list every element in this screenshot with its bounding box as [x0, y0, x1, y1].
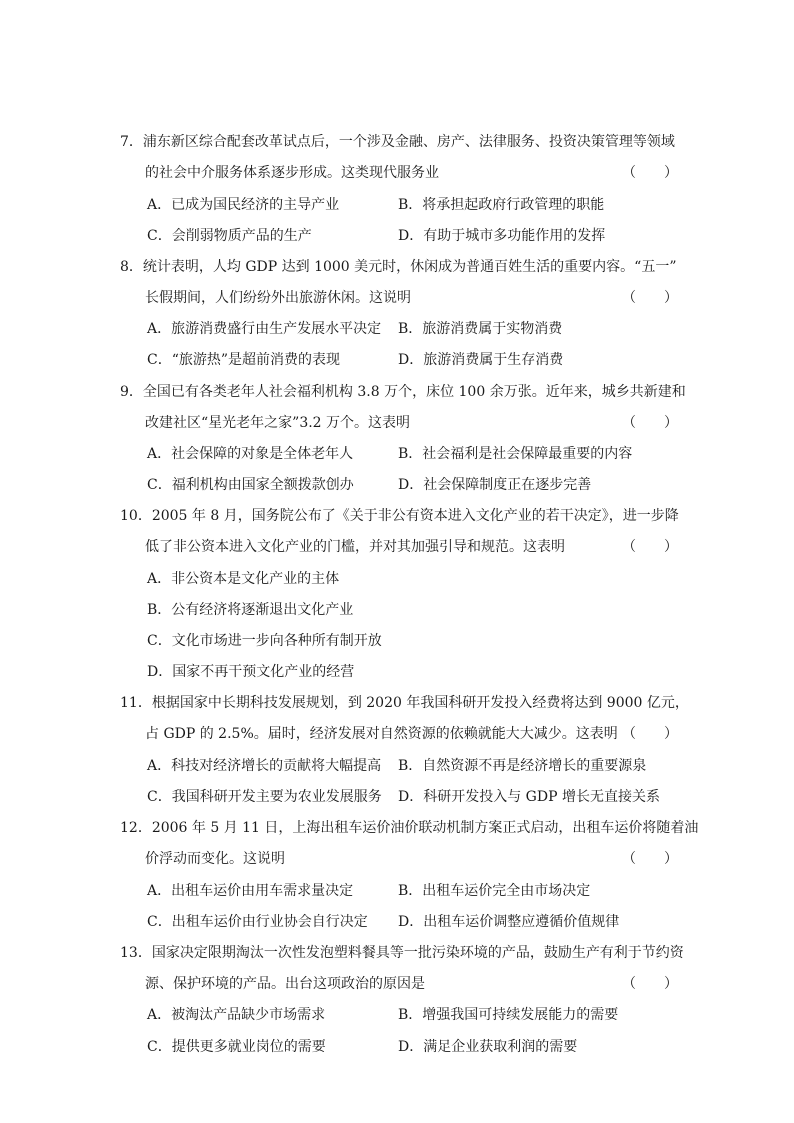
question-7-option-c: C．会削弱物质产品的生产: [147, 228, 312, 244]
question-13-option-d: D．满足企业获取利润的需要: [398, 1039, 578, 1055]
question-12-stem-line-1: 12．2006 年 5 月 11 日，上海出租车运价油价联动机制方案正式启动，出租车运价将随着油: [120, 820, 699, 836]
question-12-option-b: B．出租车运价完全由市场决定: [398, 883, 591, 899]
answer-blank: （ ）: [622, 539, 678, 555]
question-12-option-c: C．出租车运价由行业协会自行决定: [147, 914, 368, 930]
question-9-option-d: D．社会保障制度正在逐步完善: [398, 477, 592, 493]
question-11-option-c: C．我国科研开发主要为农业发展服务: [147, 789, 382, 805]
answer-blank: （ ）: [622, 415, 678, 431]
question-10-option-d: D．国家不再干预文化产业的经营: [147, 664, 355, 680]
question-11-option-a: A．科技对经济增长的贡献将大幅提高: [147, 758, 382, 774]
question-7-option-a: A．已成为国民经济的主导产业: [147, 197, 340, 213]
question-8-stem-line-2: 长假期间，人们纷纷外出旅游休闲。这说明: [145, 290, 411, 306]
question-13-stem-line-1: 13．国家决定限期淘汰一次性发泡塑料餐具等一批污染环境的产品，鼓励生产有利于节约资: [120, 945, 684, 961]
question-9-stem-line-2: 改建社区“星光老年之家”3.2 万个。这表明: [145, 415, 411, 431]
question-11-option-d: D．科研开发投入与 GDP 增长无直接关系: [398, 789, 660, 805]
question-13-option-c: C．提供更多就业岗位的需要: [147, 1039, 326, 1055]
question-8-option-c: C．“旅游热”是超前消费的表现: [147, 352, 341, 368]
question-10-stem-line-2: 低了非公资本进入文化产业的门槛，并对其加强引导和规范。这表明: [145, 539, 565, 555]
question-9-stem-line-1: 9．全国已有各类老年人社会福利机构 3.8 万个，床位 100 余万张。近年来，城乡共新建和: [120, 384, 686, 400]
answer-blank: （ ）: [622, 851, 678, 867]
question-8-option-d: D．旅游消费属于生存消费: [398, 352, 564, 368]
question-10-option-a: A．非公资本是文化产业的主体: [147, 571, 340, 587]
question-9-option-a: A．社会保障的对象是全体老年人: [147, 446, 354, 462]
question-10-option-c: C．文化市场进一步向各种所有制开放: [147, 633, 382, 649]
question-13-stem-line-2: 源、保护环境的产品。出台这项政治的原因是: [145, 976, 425, 992]
question-10-option-b: B．公有经济将逐渐退出文化产业: [147, 602, 354, 618]
question-7-stem-line-1: 7．浦东新区综合配套改革试点后，一个涉及金融、房产、法律服务、投资决策管理等领域: [120, 134, 675, 150]
question-11-stem-line-2: 占 GDP 的 2.5%。届时，经济发展对自然资源的依赖就能大大减少。这表明: [145, 726, 618, 742]
question-9-option-c: C．福利机构由国家全额拨款创办: [147, 477, 354, 493]
question-7-stem-line-2: 的社会中介服务体系逐步形成。这类现代服务业: [145, 165, 439, 181]
question-11-stem-line-1: 11．根据国家中长期科技发展规划，到 2020 年我国科研开发投入经费将达到 9000 亿元，: [120, 695, 689, 711]
question-12-option-a: A．出租车运价由用车需求量决定: [147, 883, 354, 899]
question-7-option-d: D．有助于城市多功能作用的发挥: [398, 228, 606, 244]
question-10-stem-line-1: 10．2005 年 8 月，国务院公布了《关于非公有资本进入文化产业的若干决定》，进一步降: [120, 508, 679, 524]
answer-blank: （ ）: [622, 165, 678, 181]
question-8-stem-line-1: 8．统计表明，人均 GDP 达到 1000 美元时，休闲成为普通百姓生活的重要内容。“五一”: [120, 259, 677, 275]
answer-blank: （ ）: [622, 726, 678, 742]
answer-blank: （ ）: [622, 976, 678, 992]
question-13-option-a: A．被淘汰产品缺少市场需求: [147, 1007, 326, 1023]
question-7-option-b: B．将承担起政府行政管理的职能: [398, 197, 605, 213]
answer-blank: （ ）: [622, 290, 678, 306]
question-11-option-b: B．自然资源不再是经济增长的重要源泉: [398, 758, 647, 774]
question-8-option-b: B．旅游消费属于实物消费: [398, 321, 563, 337]
question-12-option-d: D．出租车运价调整应遵循价值规律: [398, 914, 620, 930]
question-12-stem-line-2: 价浮动而变化。这说明: [145, 851, 285, 867]
question-9-option-b: B．社会福利是社会保障最重要的内容: [398, 446, 633, 462]
question-8-option-a: A．旅游消费盛行由生产发展水平决定: [147, 321, 382, 337]
question-13-option-b: B．增强我国可持续发展能力的需要: [398, 1007, 619, 1023]
